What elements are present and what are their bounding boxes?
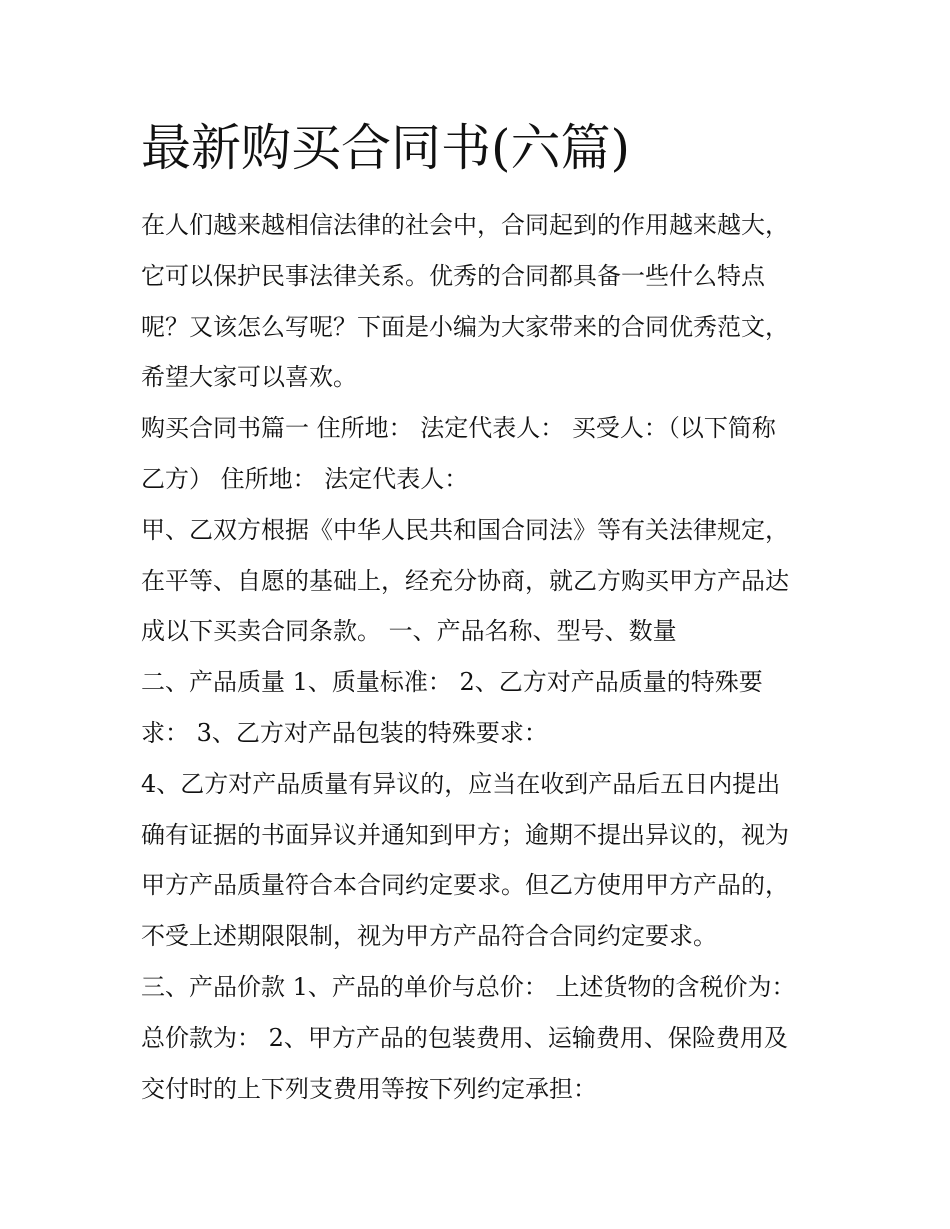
body-line: 总价款为： 2、甲方产品的包装费用、运输费用、保险费用及 xyxy=(141,1023,788,1052)
body-line: 呢？又该怎么写呢？下面是小编为大家带来的合同优秀范文， xyxy=(141,312,789,341)
body-line: 甲、乙双方根据《中华人民共和国合同法》等有关法律规定， xyxy=(141,515,789,544)
body-line: 三、产品价款 1、产品的单价与总价： 上述货物的含税价为： xyxy=(141,972,796,1001)
body-line: 交付时的上下列支费用等按下列约定承担： xyxy=(141,1074,597,1103)
body-line: 它可以保护民事法律关系。优秀的合同都具备一些什么特点 xyxy=(141,261,765,290)
body-line: 成以下买卖合同条款。 一、产品名称、型号、数量 xyxy=(141,617,677,646)
body-line: 乙方） 住所地： 法定代表人： xyxy=(141,464,469,493)
body-line: 确有证据的书面异议并通知到甲方；逾期不提出异议的，视为 xyxy=(141,820,789,849)
body-line: 4、乙方对产品质量有异议的，应当在收到产品后五日内提出 xyxy=(141,769,781,798)
body-line: 二、产品质量 1、质量标准： 2、乙方对产品质量的特殊要 xyxy=(141,668,763,697)
document-title: 最新购买合同书(六篇) xyxy=(141,119,631,177)
body-line: 在平等、自愿的基础上，经充分协商，就乙方购买甲方产品达 xyxy=(141,566,789,595)
body-line: 甲方产品质量符合本合同约定要求。但乙方使用甲方产品的， xyxy=(141,871,789,900)
document-body xyxy=(141,200,821,1114)
body-line: 求： 3、乙方对产品包装的特殊要求： xyxy=(141,718,548,747)
body-line: 在人们越来越相信法律的社会中，合同起到的作用越来越大， xyxy=(141,211,789,239)
body-line: 希望大家可以喜欢。 xyxy=(141,363,357,392)
body-line: 购买合同书篇一 住所地： 法定代表人： 买受人：（以下简称 xyxy=(141,414,776,443)
body-line: 不受上述期限限制，视为甲方产品符合合同约定要求。 xyxy=(141,922,717,951)
